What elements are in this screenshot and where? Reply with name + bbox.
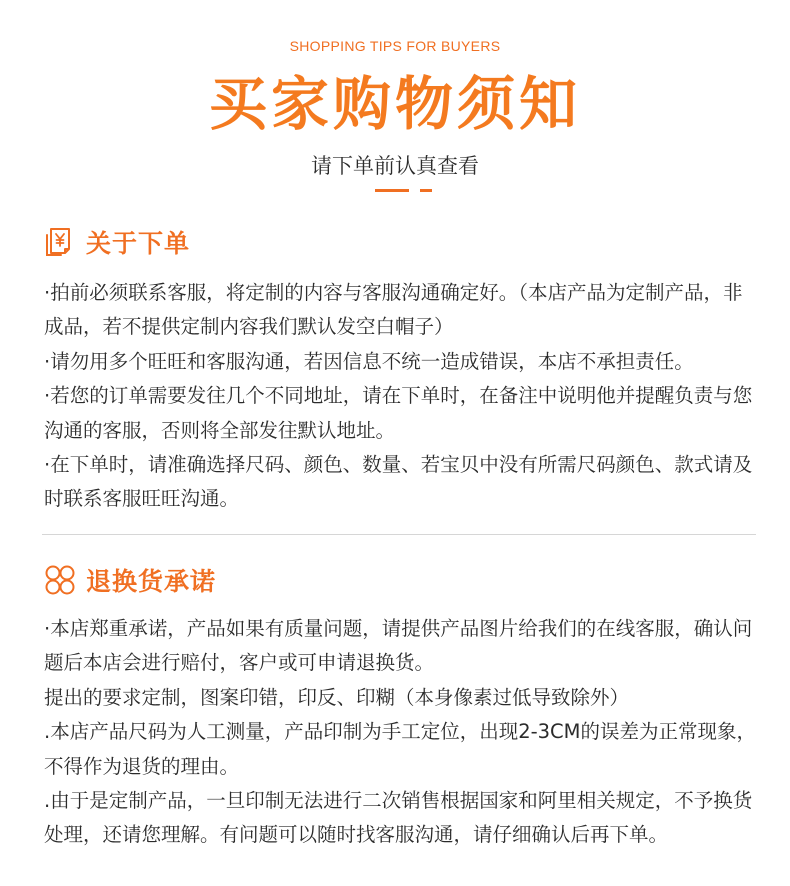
ordering-paragraph-2: ·请勿用多个旺旺和客服沟通，若因信息不统一造成错误，本店不承担责任。 [44,349,694,373]
returns-paragraph-1: ·本店郑重承诺，产品如果有质量问题，请提供产品图片给我们的在线客服，确认问题后本店会进行赔付，客户或可申请退换货。 [44,617,753,675]
english-subtitle: SHOPPING TIPS FOR BUYERS [289,38,501,54]
returns-paragraph-2: 提出的要求定制，图案印错，印反、印糊（本身像素过低导致除外） [44,685,630,709]
yuan-receipt-icon [42,224,78,260]
section-ordering-header [42,222,190,262]
ordering-paragraph-3: ·若您的订单需要发往几个不同地址，请在下单时，在备注中说明他并提醒负责与您沟通的客服，否则将全部发往默认地址。 [44,384,753,442]
accent-bar-long [375,189,409,192]
section-returns-title: 退换货承诺 [86,567,217,596]
page-title: 买家购物须知 [208,70,581,138]
tagline: 请下单前认真查看 [311,154,479,178]
returns-paragraph-4: .由于是定制产品，一旦印制无法进行二次销售根据国家和阿里相关规定，不予换货处理，还请您理解。有问题可以随时找客服沟通，请仔细确认后再下单。 [44,789,753,847]
section-divider [42,534,756,535]
ordering-paragraph-1: ·拍前必须联系客服，将定制的内容与客服沟通确定好。（本店产品为定制产品，非成品，若不提供定制内容我们默认发空白帽子） [44,281,743,339]
section-returns-body [44,612,756,853]
ordering-paragraph-4: ·在下单时，请准确选择尺码、颜色、数量、若宝贝中没有所需尺码颜色、款式请及时联系客服旺旺沟通。 [44,453,753,511]
section-ordering-body [44,276,756,517]
four-circles-icon [42,562,78,598]
returns-paragraph-3: .本店产品尺码为人工测量，产品印制为手工定位，出现2-3CM的误差为正常现象，不得作为退货的理由。 [44,720,756,778]
accent-bar-short [420,189,432,192]
section-ordering-title: 关于下单 [86,229,191,258]
section-returns-header [42,560,216,600]
